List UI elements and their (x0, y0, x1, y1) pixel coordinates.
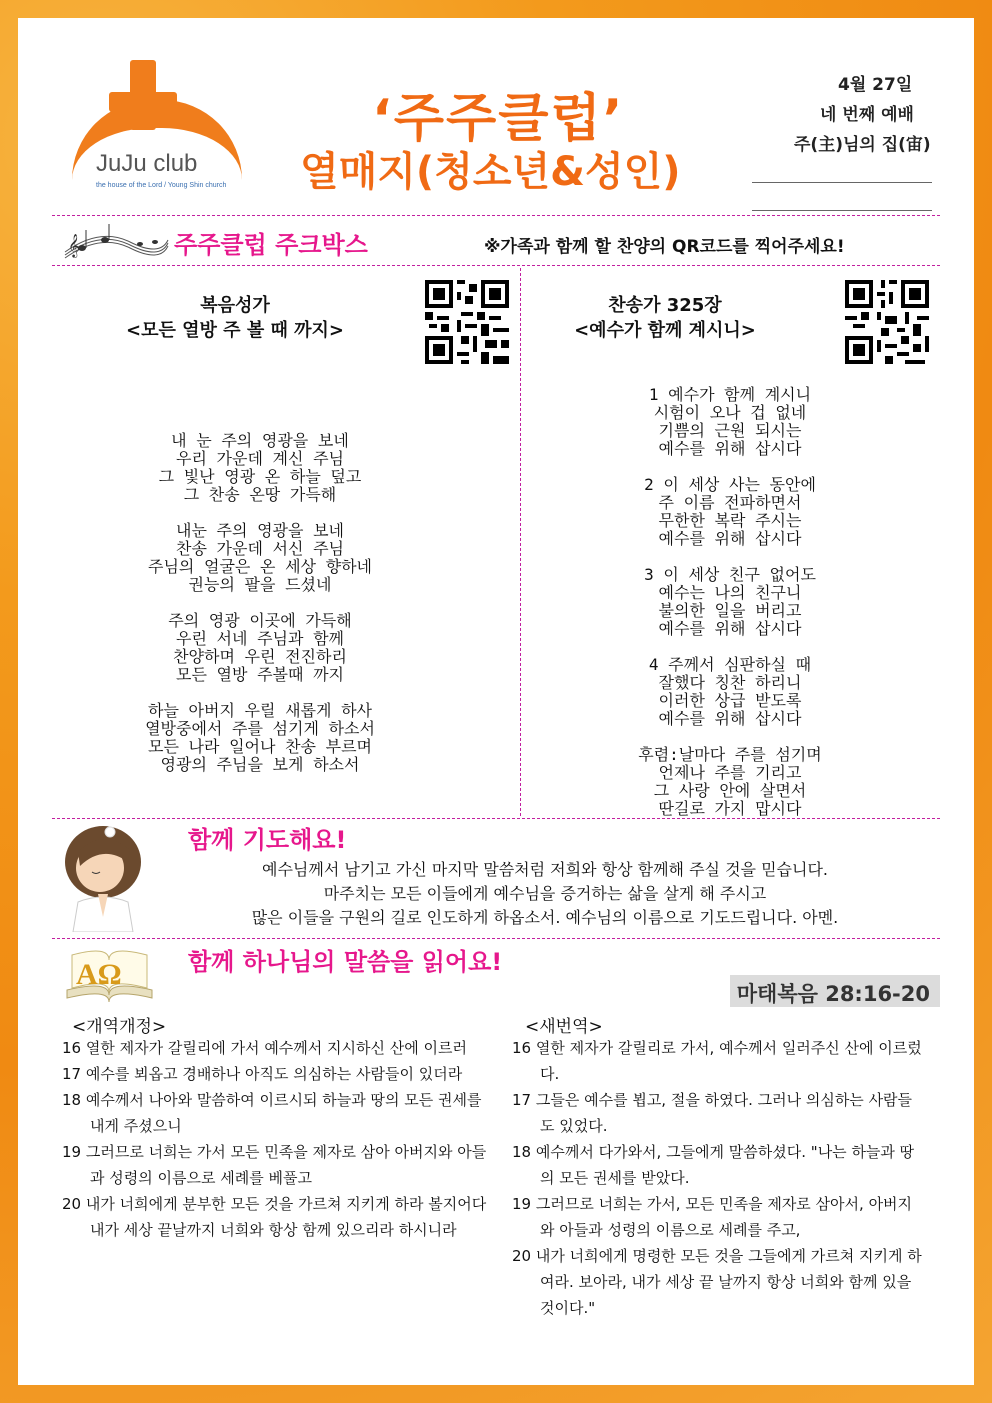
left-song-title: 복음성가 (200, 295, 270, 316)
logo-cross-bar (109, 92, 177, 112)
music-notes-icon (60, 222, 170, 262)
left-version-label: <개역개정> (72, 1017, 167, 1037)
lyric-stanza (530, 746, 930, 818)
week-label: 네 번째 예배 (820, 105, 914, 125)
jukebox-title: 주주클럽 주크박스 (174, 231, 368, 259)
jukebox-note: ※가족과 함께 할 찬양의 QR코드를 찍어주세요! (484, 237, 845, 257)
svg-text:𝄞: 𝄞 (68, 233, 80, 257)
lyric-line: 하늘 아버지 우릴 새롭게 하사 (147, 701, 372, 720)
lyric-line: 우린 서네 주님과 함께 (175, 629, 344, 648)
lyric-stanza (530, 566, 930, 638)
verse: 18 예수께서 다가와서, 그들에게 말씀하셨다. "나는 하늘과 땅의 모든 권세를 받았다. (512, 1143, 915, 1187)
lyric-line: 불의한 일을 버리고 (658, 601, 802, 620)
left-song-lyrics (60, 432, 460, 792)
lyric-line: 1 예수가 함께 계시니 (648, 385, 812, 404)
verse: 17 예수를 뵈옵고 경배하나 아직도 의심하는 사람들이 있더라 (62, 1065, 463, 1083)
prayer-line: 많은 이들을 구원의 길로 인도하게 하옵소서. 예수님의 이름으로 기도드립니다. 아멘. (251, 908, 839, 927)
verse: 19 그러므로 너희는 가서 모든 민족을 제자로 삼아 아버지와 아들과 성령의 이름으로 세례를 베풀고 (62, 1143, 487, 1187)
date-label: 4월 27일 (838, 75, 913, 95)
verse: 18 예수께서 나아와 말씀하여 이르시되 하늘과 땅의 모든 권세를 내게 주셨으니 (62, 1091, 482, 1135)
prayer-title: 함께 기도해요! (188, 826, 347, 854)
lyric-line: 잘했다 칭찬 하리니 (658, 673, 802, 692)
lyric-line: 모든 열방 주볼때 까지 (175, 665, 344, 684)
left-verses (62, 1035, 492, 1243)
verse: 17 그들은 예수를 뵙고, 절을 하였다. 그러나 의심하는 사람들도 있었다. (512, 1091, 913, 1135)
lyric-line: 그 찬송 온땅 가득해 (183, 485, 337, 504)
lyric-line: 내눈 주의 영광을 보네 (175, 521, 344, 540)
page-subtitle: 열매지(청소년&성인) (300, 149, 681, 195)
lyric-line: 그 사랑 안에 살면서 (653, 781, 807, 800)
word-title: 함께 하나님의 말씀을 읽어요! (188, 948, 503, 976)
divider (752, 182, 932, 183)
dashed-divider (52, 265, 940, 266)
lyric-line: 권능의 팔을 드셨네 (188, 575, 332, 594)
prayer-text (150, 858, 940, 930)
icon-letters: AΩ (76, 958, 122, 991)
lyric-line: 주의 영광 이곳에 가득해 (168, 611, 352, 630)
logo-text: JuJu club (96, 150, 198, 177)
scripture-reference-box (730, 975, 940, 1007)
dashed-divider (52, 818, 940, 819)
prayer-line: 예수님께서 남기고 가신 마지막 말씀처럼 저희와 항상 함께해 주실 것을 믿습니다. (262, 860, 828, 879)
lyric-line: 모든 나라 일어나 찬송 부르며 (147, 737, 372, 756)
praying-girl-icon (58, 822, 148, 932)
lyric-stanza (60, 612, 460, 684)
lyric-stanza (60, 522, 460, 594)
lyric-line: 예수는 나의 친구니 (658, 583, 802, 602)
verse: 20 내가 너희에게 분부한 모든 것을 가르쳐 지키게 하라 볼지어다 내가 세상 끝날까지 너희와 항상 함께 있으리라 하시니라 (62, 1195, 487, 1239)
lyric-stanza (60, 432, 460, 504)
bible-book-icon (62, 940, 157, 1002)
lyric-stanza (530, 656, 930, 728)
lyric-line: 예수를 위해 삽시다 (658, 709, 802, 728)
right-version-label: <새번역> (525, 1017, 603, 1037)
dashed-divider (52, 215, 940, 216)
lyric-line: 3 이 세상 친구 없어도 (644, 565, 816, 584)
lyric-line: 찬양하며 우린 전진하리 (173, 647, 347, 666)
lyric-line: 무한한 복락 주시는 (658, 511, 802, 530)
lyric-line: 내 눈 주의 영광을 보네 (171, 431, 349, 450)
logo-subtitle: the house of the Lord / Young Shin church (96, 182, 227, 189)
lyric-line: 주 이름 전파하면서 (658, 493, 802, 512)
page-title: ‘주주클럽’ (372, 89, 625, 149)
house-label: 주(主)님의 집(宙) (794, 135, 931, 155)
lyric-line: 예수를 위해 삽시다 (658, 619, 802, 638)
lyric-line: 찬송 가운데 서신 주님 (175, 539, 344, 558)
lyric-line: 예수를 위해 삽시다 (658, 529, 802, 548)
right-song-title: 찬송가 325장 (608, 295, 722, 316)
lyric-stanza (530, 386, 930, 458)
lyric-line: 딴길로 가지 맙시다 (658, 799, 802, 818)
lyric-line: 2 이 세상 사는 동안에 (644, 475, 816, 494)
lyric-line: 그 빛난 영광 온 하늘 덮고 (158, 467, 362, 486)
verse: 20 내가 너희에게 명령한 모든 것을 그들에게 가르쳐 지키게 하여라. 보아라, 내가 세상 끝 날까지 항상 너희와 함께 있을 것이다." (512, 1247, 922, 1317)
right-verses (512, 1035, 922, 1321)
divider (752, 210, 932, 211)
lyric-stanza (530, 476, 930, 548)
verse: 19 그러므로 너희는 가서, 모든 민족을 제자로 삼아서, 아버지와 아들과 성령의 이름으로 세례를 주고, (512, 1195, 913, 1239)
lyric-line: 4 주께서 심판하실 때 (648, 655, 812, 674)
prayer-line: 마주치는 모든 이들에게 예수님을 증거하는 삶을 살게 해 주시고 (323, 884, 767, 903)
lyric-line: 후렴:날마다 주를 섬기며 (638, 745, 822, 764)
right-song-lyrics (530, 386, 930, 836)
lyric-line: 시험이 오나 겁 없네 (653, 403, 807, 422)
qr-code-icon[interactable] (425, 280, 509, 364)
lyric-line: 영광의 주님을 보게 하소서 (160, 755, 360, 774)
lyric-line: 언제나 주를 기리고 (658, 763, 802, 782)
lyric-line: 열방중에서 주를 섬기게 하소서 (145, 719, 375, 738)
lyric-line: 우리 가운데 계신 주님 (175, 449, 344, 468)
lyric-line: 예수를 위해 삽시다 (658, 439, 802, 458)
left-song-subtitle: <모든 열방 주 볼 때 까지> (126, 320, 344, 341)
column-divider (520, 268, 521, 816)
right-song-subtitle: <예수가 함께 계시니> (574, 320, 756, 341)
lyric-line: 기쁨의 근원 되시는 (658, 421, 802, 440)
verse: 16 열한 제자가 갈릴리에 가서 예수께서 지시하신 산에 이르러 (62, 1039, 467, 1057)
scripture-reference: 마태복음 28:16-20 (736, 982, 930, 1006)
qr-code-icon[interactable] (845, 280, 929, 364)
lyric-stanza (60, 702, 460, 774)
verse: 16 열한 제자가 갈릴리로 가서, 예수께서 일러주신 산에 이르렀다. (512, 1039, 922, 1083)
lyric-line: 주님의 얼굴은 온 세상 향하네 (147, 557, 372, 576)
lyric-line: 이러한 상급 받도록 (658, 691, 802, 710)
dashed-divider (52, 938, 940, 939)
